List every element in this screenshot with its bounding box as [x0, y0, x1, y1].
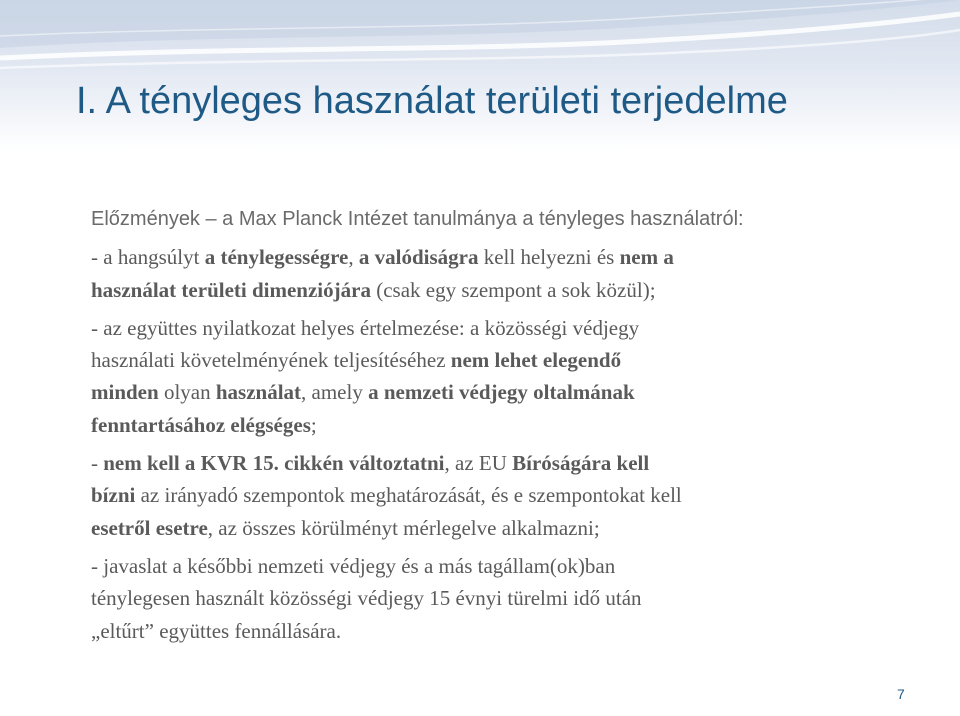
text: , az összes körülményt mérlegelve alkalmazni;: [207, 515, 600, 540]
point-4-line-2: ténylegesen használt közösségi védjegy 15 évnyi türelmi idő után: [91, 586, 642, 611]
emphasis: bízni: [91, 483, 136, 508]
point-4-line-1: - javaslat a későbbi nemzeti védjegy és a más tagállam(ok)ban: [91, 553, 616, 578]
slide-body: [91, 203, 926, 647]
emphasis: nem a: [619, 245, 674, 270]
intro-line: Előzmények – a Max Planck Intézet tanulmánya a tényleges használatról:: [91, 208, 744, 230]
text: az irányadó szempontok meghatározását, és e szempontokat kell: [135, 483, 682, 508]
point-4-line-3: „eltűrt” együttes fennállására.: [91, 618, 342, 643]
text: használati követelményének teljesítéséhez: [91, 348, 451, 373]
point-1-line-1: [91, 241, 926, 273]
point-1-line-2: [91, 274, 926, 306]
emphasis: a valódiságra: [358, 245, 479, 270]
text: (csak egy szempont a sok közül);: [370, 277, 656, 302]
emphasis: esetről esetre: [91, 515, 208, 540]
emphasis: nem kell a KVR 15. cikkén változtatni: [103, 451, 445, 476]
point-2-line-3: [91, 376, 926, 408]
text: kell helyezni és: [478, 245, 620, 270]
text: ,: [348, 245, 359, 270]
point-2-line-2: [91, 344, 926, 376]
text: - az együttes nyilatkozat helyes értelmezése: a közösségi védjegy: [91, 315, 640, 340]
point-3-line-1: [91, 447, 926, 479]
text: -: [91, 451, 104, 476]
emphasis: fenntartásához elégséges: [91, 412, 311, 437]
emphasis: használat területi dimenziójára: [91, 277, 371, 302]
point-3-line-3: [91, 512, 926, 544]
page-number: 7: [897, 686, 905, 702]
text: ;: [310, 412, 317, 437]
emphasis: Bíróságára kell: [512, 451, 650, 476]
point-2-line-4: [91, 409, 926, 441]
emphasis: a nemzeti védjegy oltalmának: [368, 380, 635, 405]
text: , amely: [301, 380, 369, 405]
slide-title: I. A tényleges használat területi terjedelme: [76, 80, 788, 122]
point-2-line-1: [91, 312, 926, 344]
emphasis: használat: [215, 380, 302, 405]
point-3-line-2: [91, 479, 926, 511]
text: olyan: [158, 380, 216, 405]
emphasis: nem lehet elegendő: [450, 348, 622, 373]
emphasis: a ténylegességre: [204, 245, 349, 270]
text: - a hangsúlyt: [91, 245, 205, 270]
text: , az EU: [444, 451, 513, 476]
emphasis: minden: [91, 380, 159, 405]
